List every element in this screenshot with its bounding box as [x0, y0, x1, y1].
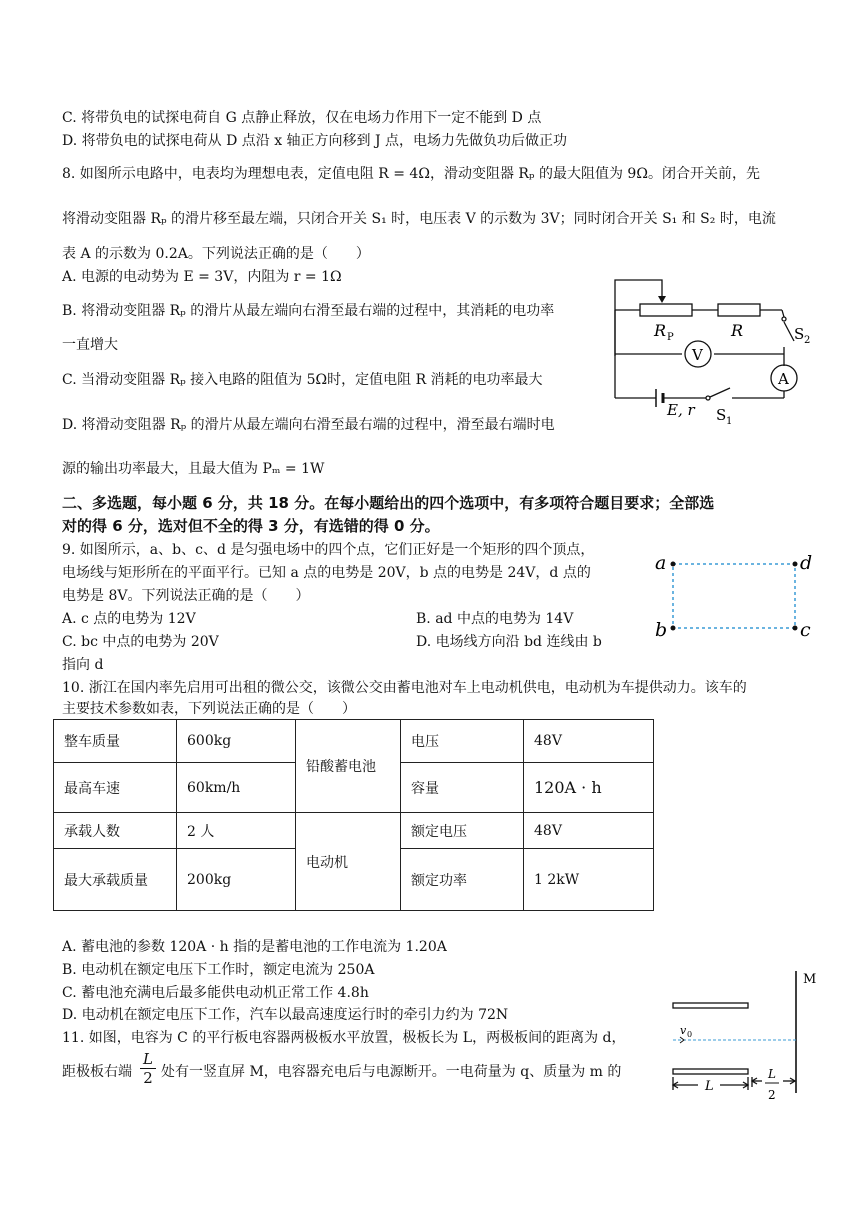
s1-sub: 1	[726, 416, 733, 425]
half-l-num: L	[768, 1067, 776, 1081]
q8-option-c: C. 当滑动变阻器 Rₚ 接入电路的阻值为 5Ω时，定值电阻 R 消耗的电功率最大	[62, 372, 543, 388]
q11-stem-line1: 11. 如图，电容为 C 的平行板电容器两极板水平放置，极板长为 L，两极板间的距离为 d，	[62, 1030, 626, 1046]
half-l-den: 2	[768, 1088, 776, 1102]
q8-option-d-line1: D. 将滑动变阻器 Rₚ 的滑片从最左端向右滑至最右端的过程中，滑至最右端时电	[62, 417, 555, 433]
source-label: E, r	[667, 401, 695, 419]
q10-spec-table	[53, 719, 654, 911]
q9-option-d-line1: D. 电场线方向沿 bd 连线由 b	[416, 634, 602, 650]
table-cell: 2 人	[177, 813, 296, 849]
table-row	[54, 813, 654, 849]
point-b-label: b	[655, 619, 668, 641]
table-cell: 容量	[401, 763, 524, 813]
table-cell: 最高车速	[54, 763, 177, 813]
table-cell: 120A · h	[524, 763, 654, 813]
table-cell: 48V	[524, 720, 654, 763]
q11-capacitor-figure	[668, 965, 818, 1110]
table-cell: 整车质量	[54, 720, 177, 763]
section2-heading-line2: 对的得 6 分，选对但不全的得 3 分，有选错的得 0 分。	[62, 517, 440, 535]
s2-sub: 2	[804, 335, 811, 346]
table-cell: 承载人数	[54, 813, 177, 849]
q9-option-c: C. bc 中点的电势为 20V	[62, 634, 219, 650]
rp-label: R	[654, 321, 667, 340]
point-c-label: c	[800, 619, 811, 641]
q10-option-b: B. 电动机在额定电压下工作时，额定电流为 250A	[62, 962, 375, 978]
q8-option-a: A. 电源的电动势为 E = 3V，内阻为 r = 1Ω	[62, 269, 342, 285]
rp-resistor	[640, 304, 692, 316]
q8-stem-line2: 将滑动变阻器 Rₚ 的滑片移至最左端，只闭合开关 S₁ 时，电压表 V 的示数为 3V；同时闭合开关 S₁ 和 S₂ 时，电流	[62, 211, 776, 227]
v0-sub: 0	[687, 1030, 693, 1039]
table-cell: 1 2kW	[524, 849, 654, 911]
q8-option-d-line2: 源的输出功率最大，且最大值为 Pₘ = 1W	[62, 461, 325, 477]
s2-label: S	[794, 325, 805, 343]
q7-option-d: D. 将带负电的试探电荷从 D 点沿 x 轴正方向移到 J 点，电场力先做负功后做正功	[62, 133, 568, 149]
table-row	[54, 720, 654, 763]
q9-option-a: A. c 点的电势为 12V	[62, 611, 196, 627]
q9-rectangle-figure	[650, 550, 820, 645]
q9-stem-line2: 电场线与矩形所在的平面平行。已知 a 点的电势是 20V，b 点的电势是 24V，d 点的	[62, 565, 591, 581]
fraction-denominator: 2	[143, 1069, 153, 1087]
q8-option-b-line1: B. 将滑动变阻器 Rₚ 的滑片从最左端向右滑至最右端的过程中，其消耗的电功率	[62, 303, 555, 319]
q10-option-c: C. 蓄电池充满电后最多能供电动机正常工作 4.8h	[62, 985, 369, 1001]
v0-label: v	[680, 1024, 687, 1037]
circuit-diagram	[600, 270, 825, 425]
q10-option-d: D. 电动机在额定电压下工作，汽车以最高速度运行时的牵引力约为 72N	[62, 1007, 509, 1023]
table-cell: 60km/h	[177, 763, 296, 813]
q10-option-a: A. 蓄电池的参数 120A · h 指的是蓄电池的工作电流为 1.20A	[62, 939, 447, 955]
table-cell: 200kg	[177, 849, 296, 911]
q10-stem-line2: 主要技术参数如表，下列说法正确的是（ ）	[62, 701, 356, 717]
table-cell: 额定功率	[401, 849, 524, 911]
table-cell: 电动机	[296, 813, 401, 911]
screen-m-label: M	[803, 972, 817, 987]
section2-heading-line1: 二、多选题，每小题 6 分，共 18 分。在每小题给出的四个选项中，有多项符合题目要求；全部选	[62, 494, 715, 512]
table-cell: 铅酸蓄电池	[296, 720, 401, 813]
q8-stem-line3: 表 A 的示数为 0.2A。下列说法正确的是（ ）	[62, 246, 370, 262]
q9-option-b: B. ad 中点的电势为 14V	[416, 611, 574, 627]
q9-stem-line1: 9. 如图所示，a、b、c、d 是匀强电场中的四个点，它们正好是一个矩形的四个顶点，	[62, 542, 595, 558]
table-cell: 额定电压	[401, 813, 524, 849]
table-cell: 电压	[401, 720, 524, 763]
ammeter-label: A	[778, 370, 789, 388]
point-a-label: a	[655, 552, 667, 574]
table-cell: 最大承载质量	[54, 849, 177, 911]
table-cell: 48V	[524, 813, 654, 849]
r-resistor	[718, 304, 760, 316]
q11-stem-line2b: 处有一竖直屏 M，电容器充电后与电源断开。一电荷量为 q、质量为 m 的	[161, 1064, 622, 1080]
q10-stem-line1: 10. 浙江在国内率先启用可出租的微公交，该微公交由蓄电池对车上电动机供电，电动机为车提供动力。该车的	[62, 680, 747, 696]
s1-label: S	[716, 406, 727, 424]
q9-stem-line3: 电势是 8V。下列说法正确的是（ ）	[62, 588, 310, 604]
rp-sub: P	[667, 332, 674, 343]
fraction-numerator: L	[143, 1050, 153, 1068]
l-label: L	[705, 1079, 714, 1094]
table-cell: 600kg	[177, 720, 296, 763]
q11-stem-line2a: 距极板右端	[62, 1064, 132, 1080]
point-d-label: d	[800, 552, 813, 574]
q8-stem-line1: 8. 如图所示电路中，电表均为理想电表，定值电阻 R = 4Ω，滑动变阻器 Rₚ 的最大阻值为 9Ω。闭合开关前，先	[62, 166, 760, 182]
q9-option-d-line2: 指向 d	[62, 657, 104, 673]
r-label: R	[731, 321, 744, 340]
voltmeter-label: V	[692, 346, 703, 364]
q8-option-b-line2: 一直增大	[62, 337, 118, 353]
q7-option-c: C. 将带负电的试探电荷自 G 点静止释放，仅在电场力作用下一定不能到 D 点	[62, 110, 542, 126]
q11-fraction	[140, 1050, 156, 1087]
